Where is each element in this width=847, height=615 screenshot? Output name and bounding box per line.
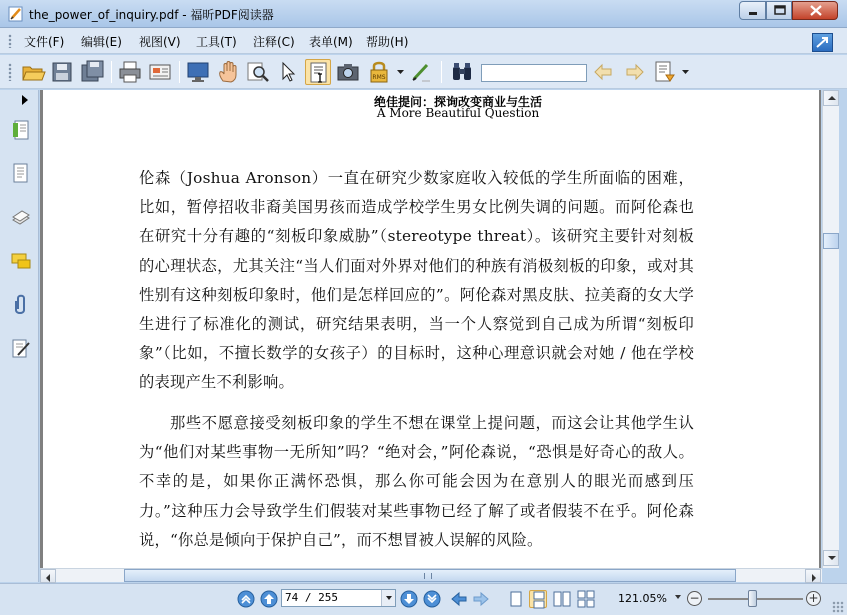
window-title: the_power_of_inquiry.pdf - 福昕PDF阅读器 [29,8,274,22]
expand-window-icon[interactable] [812,33,833,52]
toolbar-separator [441,61,442,83]
horizontal-scroll-thumb[interactable] [124,569,736,582]
menu-comments[interactable]: 注释(C) [253,35,295,49]
sign-pen-icon[interactable] [408,59,434,85]
next-page-icon [400,590,418,608]
search-input[interactable] [481,64,587,82]
toolbar [0,55,847,89]
navigation-panel [0,90,39,582]
facing-layout-button[interactable] [553,590,571,608]
zoom-dropdown-icon[interactable] [675,595,681,599]
page-number-value: 74 / 255 [285,591,338,604]
highlight-dropdown-icon[interactable] [682,70,689,75]
maximize-icon [767,2,793,19]
layers-icon[interactable] [10,206,32,228]
arrow-down-icon [828,556,836,560]
menu-grip[interactable] [8,34,12,48]
find-next-icon[interactable] [621,59,647,85]
last-page-icon [423,590,441,608]
first-page-icon [237,590,255,608]
running-header-english: A More Beautiful Question [376,106,540,120]
save-icon[interactable] [49,59,75,85]
pdf-page [43,90,819,568]
scroll-grip [424,573,432,579]
close-button[interactable] [792,1,838,20]
menu-tools[interactable]: 工具(T) [196,35,237,49]
arrow-back-icon [450,590,468,608]
print-icon[interactable] [117,59,143,85]
maximize-button[interactable] [766,1,792,20]
rms-lock-icon[interactable] [366,59,392,85]
continuous-page-icon [530,591,548,609]
vertical-scrollbar[interactable] [822,90,839,568]
continuous-facing-layout-button[interactable] [577,590,595,608]
save-as-icon[interactable] [79,59,105,85]
arrow-up-icon [828,96,836,100]
zoom-level[interactable]: 121.05% [618,592,667,605]
highlight-doc-icon[interactable] [652,59,678,85]
expand-panel-icon[interactable] [22,95,28,105]
attachments-icon[interactable] [10,293,32,315]
rms-dropdown-icon[interactable] [397,70,404,75]
page-dropdown-button[interactable] [381,590,395,606]
scroll-up-button[interactable] [823,90,839,106]
scroll-down-button[interactable] [823,550,839,566]
menu-forms[interactable]: 表单(M) [309,35,353,49]
minimize-button[interactable] [739,1,766,20]
menu-edit[interactable]: 编辑(E) [81,35,122,49]
last-page-button[interactable] [423,590,441,608]
zoom-out-button[interactable]: − [687,591,702,606]
menu-help[interactable]: 帮助(H) [366,35,409,49]
document-viewport[interactable] [40,90,821,568]
find-prev-icon[interactable] [591,59,617,85]
facing-pages-icon [553,590,571,608]
pages-thumbnail-icon[interactable] [10,162,32,184]
binoculars-icon[interactable] [449,59,475,85]
page-number-field[interactable] [281,589,396,607]
continuous-facing-icon [577,590,595,608]
text-select-icon[interactable] [305,59,331,85]
open-folder-icon[interactable] [20,59,46,85]
first-page-button[interactable] [237,590,255,608]
continuous-layout-button[interactable] [529,590,547,608]
title-bar [0,0,847,28]
email-icon[interactable] [147,59,173,85]
snapshot-icon[interactable] [335,59,361,85]
arrow-right-icon [812,574,816,582]
running-header-chinese: 绝佳提问：探询改变商业与生活 [373,95,542,109]
close-icon [793,2,839,19]
bookmarks-icon[interactable] [10,119,32,141]
toolbar-separator [179,61,180,83]
hand-tool-icon[interactable] [215,59,241,85]
comments-icon[interactable] [10,250,32,272]
go-back-button[interactable] [450,590,468,608]
body-paragraph: 那些不愿意接受刻板印象的学生不想在课堂上提问题，而这会让其他学生认为“他们对某些事物一无所知”吗？“绝对会，”阿伦森说，“恐惧是好奇心的敌人。不幸的是，如果你正满怀恐惧，那么你可能会因为在意别人的眼光而感到压力。”这种压力会导致学生们假装对某些事物已经了解了或者假装不在乎。阿伦森说，“你总是倾向于保护自己”，而不想冒被人误解的风险。 [139,414,694,549]
go-forward-button[interactable] [472,590,490,608]
toolbar-separator [111,61,112,83]
foxit-app-icon [8,6,24,22]
select-arrow-icon[interactable] [275,59,301,85]
menu-file[interactable]: 文件(F) [24,35,65,49]
toolbar-grip[interactable] [8,63,12,81]
signatures-icon[interactable] [10,337,32,359]
horizontal-scrollbar[interactable] [40,568,822,582]
minimize-icon [740,2,767,19]
single-page-icon [507,590,525,608]
body-paragraph: 伦森（Joshua Aronson）一直在研究少数家庭收入较低的学生所面临的困难，比如，暂停招收非裔美国男孩而造成学校学生男女比例失调的问题。而阿伦森也在研究十分有趣的“刻板印象威胁”（stereotype threat）。该研究主要针对刻板的心理状态，尤其关注“当人们面对外界对他们的种族有消极刻板的印象，或对其性别有这种刻板印象时，他们是怎样回应的”。阿伦森对黑皮肤、拉美裔的女大学生进行了标准化的测试，研究结果表明，当一个人察觉到自己成为所谓“刻板印象”（比如，不擅长数学的女孩子）的目标时，这种心理意识就会对她 / 他在学校的表现产生不利影响。 [139,169,694,392]
previous-page-icon [260,590,278,608]
resize-grip[interactable] [832,601,844,613]
vertical-scroll-thumb[interactable] [823,233,839,249]
scroll-right-button[interactable] [805,569,821,583]
chevron-down-icon [382,590,396,606]
single-page-layout-button[interactable] [507,590,525,608]
menu-view[interactable]: 视图(V) [139,35,181,49]
previous-page-button[interactable] [260,590,278,608]
zoom-in-button[interactable]: + [806,591,821,606]
next-page-button[interactable] [400,590,418,608]
arrow-forward-icon [472,590,490,608]
menu-bar [0,28,847,54]
rms-label: RMS [372,74,386,81]
fullscreen-icon[interactable] [185,59,211,85]
zoom-tool-icon[interactable] [245,59,271,85]
status-bar [0,583,847,615]
arrow-left-icon [46,574,50,582]
zoom-slider-thumb[interactable] [748,590,757,607]
scroll-left-button[interactable] [40,569,56,583]
